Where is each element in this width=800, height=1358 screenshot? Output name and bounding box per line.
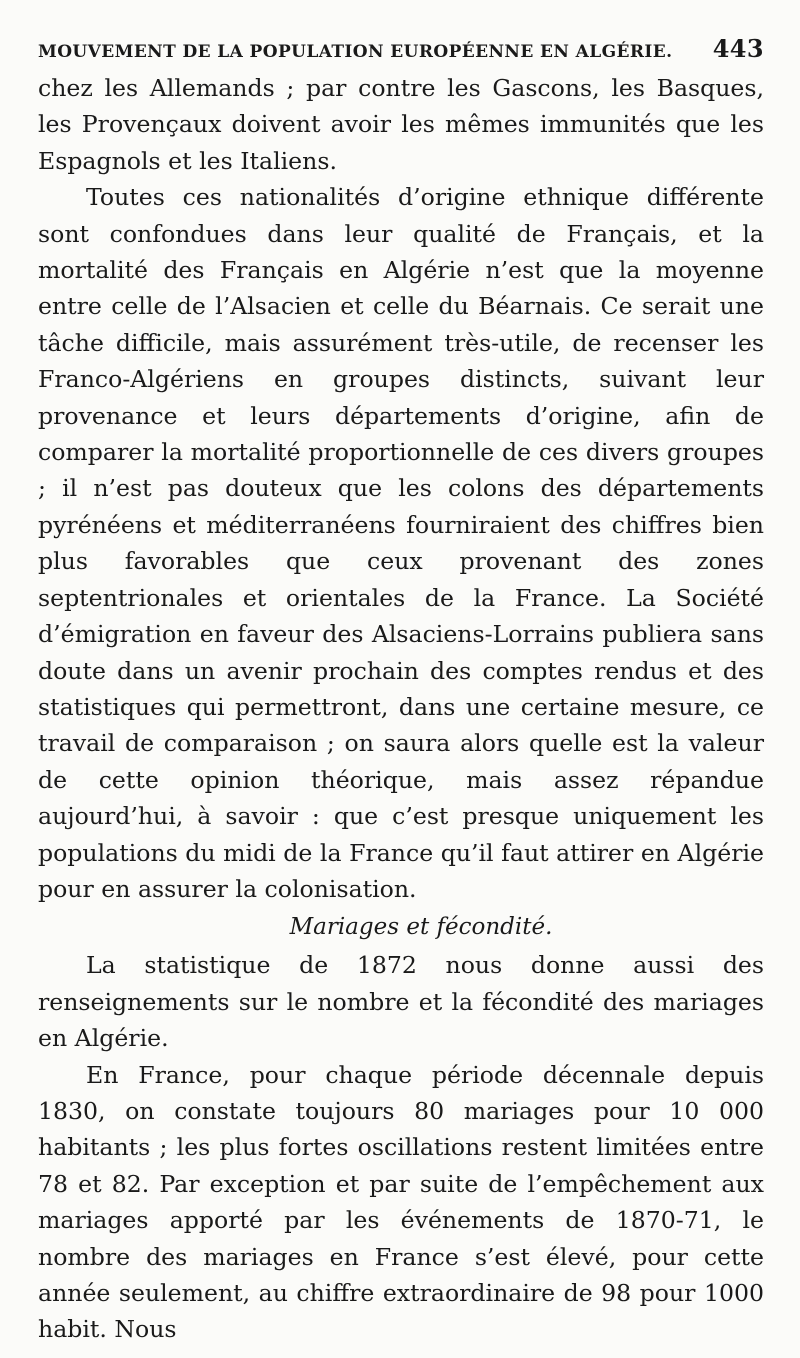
page-number: 443 (712, 34, 764, 63)
running-head (38, 34, 764, 64)
running-title: MOUVEMENT DE LA POPULATION EUROPÉENNE EN ALGÉRIE. (38, 42, 673, 62)
paragraph-marriages-france: En France, pour chaque période décennale depuis 1830, on constate toujours 80 mariages pour 10 000 habitants ; les plus fortes oscillations restent limitées entre 78 et 82. Par exception et par suite de l’empêchement aux mariages apporté par les événements de 1870-71, le nombre des mariages en France s’est élevé, pour cette année seulement, au chiffre extraordinaire de 98 pour 1000 habit. Nous (38, 1060, 764, 1344)
paragraph-nationalities: Toutes ces nationalités d’origine ethnique différente sont confondues dans leur qualité de Français, et la mortalité des Français en Algérie n’est que la moyenne entre celle de l’Alsacien et celle du Béarnais. Ce serait une tâche difficile, mais assurément très-utile, de recenser les Franco-Algériens en groupes distincts, suivant leur provenance et leurs départements d’origine, afin de comparer la mortalité proportionnelle de ces divers groupes ; il n’est pas douteux que les colons des départements pyrénéens et méditerranéens fourniraient des chiffres bien plus favorables que ceux provenant des zones septentrionales et orientales de la France. La Société d’émigration en faveur des Alsaciens-Lorrains publiera sans doute dans un avenir prochain des comptes rendus et des statistiques qui permettront, dans une certaine mesure, ce travail de comparaison ; on saura alors quelle est la valeur de cette opinion théorique, mais assez répandue aujourd’hui, à savoir : que c’est presque uniquement les populations du midi de la France qu’il faut attirer en Algérie pour en assurer la colonisation. (38, 183, 764, 903)
paragraph-statistics-1872: La statistique de 1872 nous donne aussi des renseignements sur le nombre et la fécondité des mariages en Algérie. (38, 951, 764, 1053)
paragraph-continued: chez les Allemands ; par contre les Gascons, les Basques, les Provençaux doivent avoir les mêmes immunités que les Espagnols et les Italiens. (38, 74, 764, 175)
section-heading: Mariages et fécondité. (289, 914, 553, 941)
